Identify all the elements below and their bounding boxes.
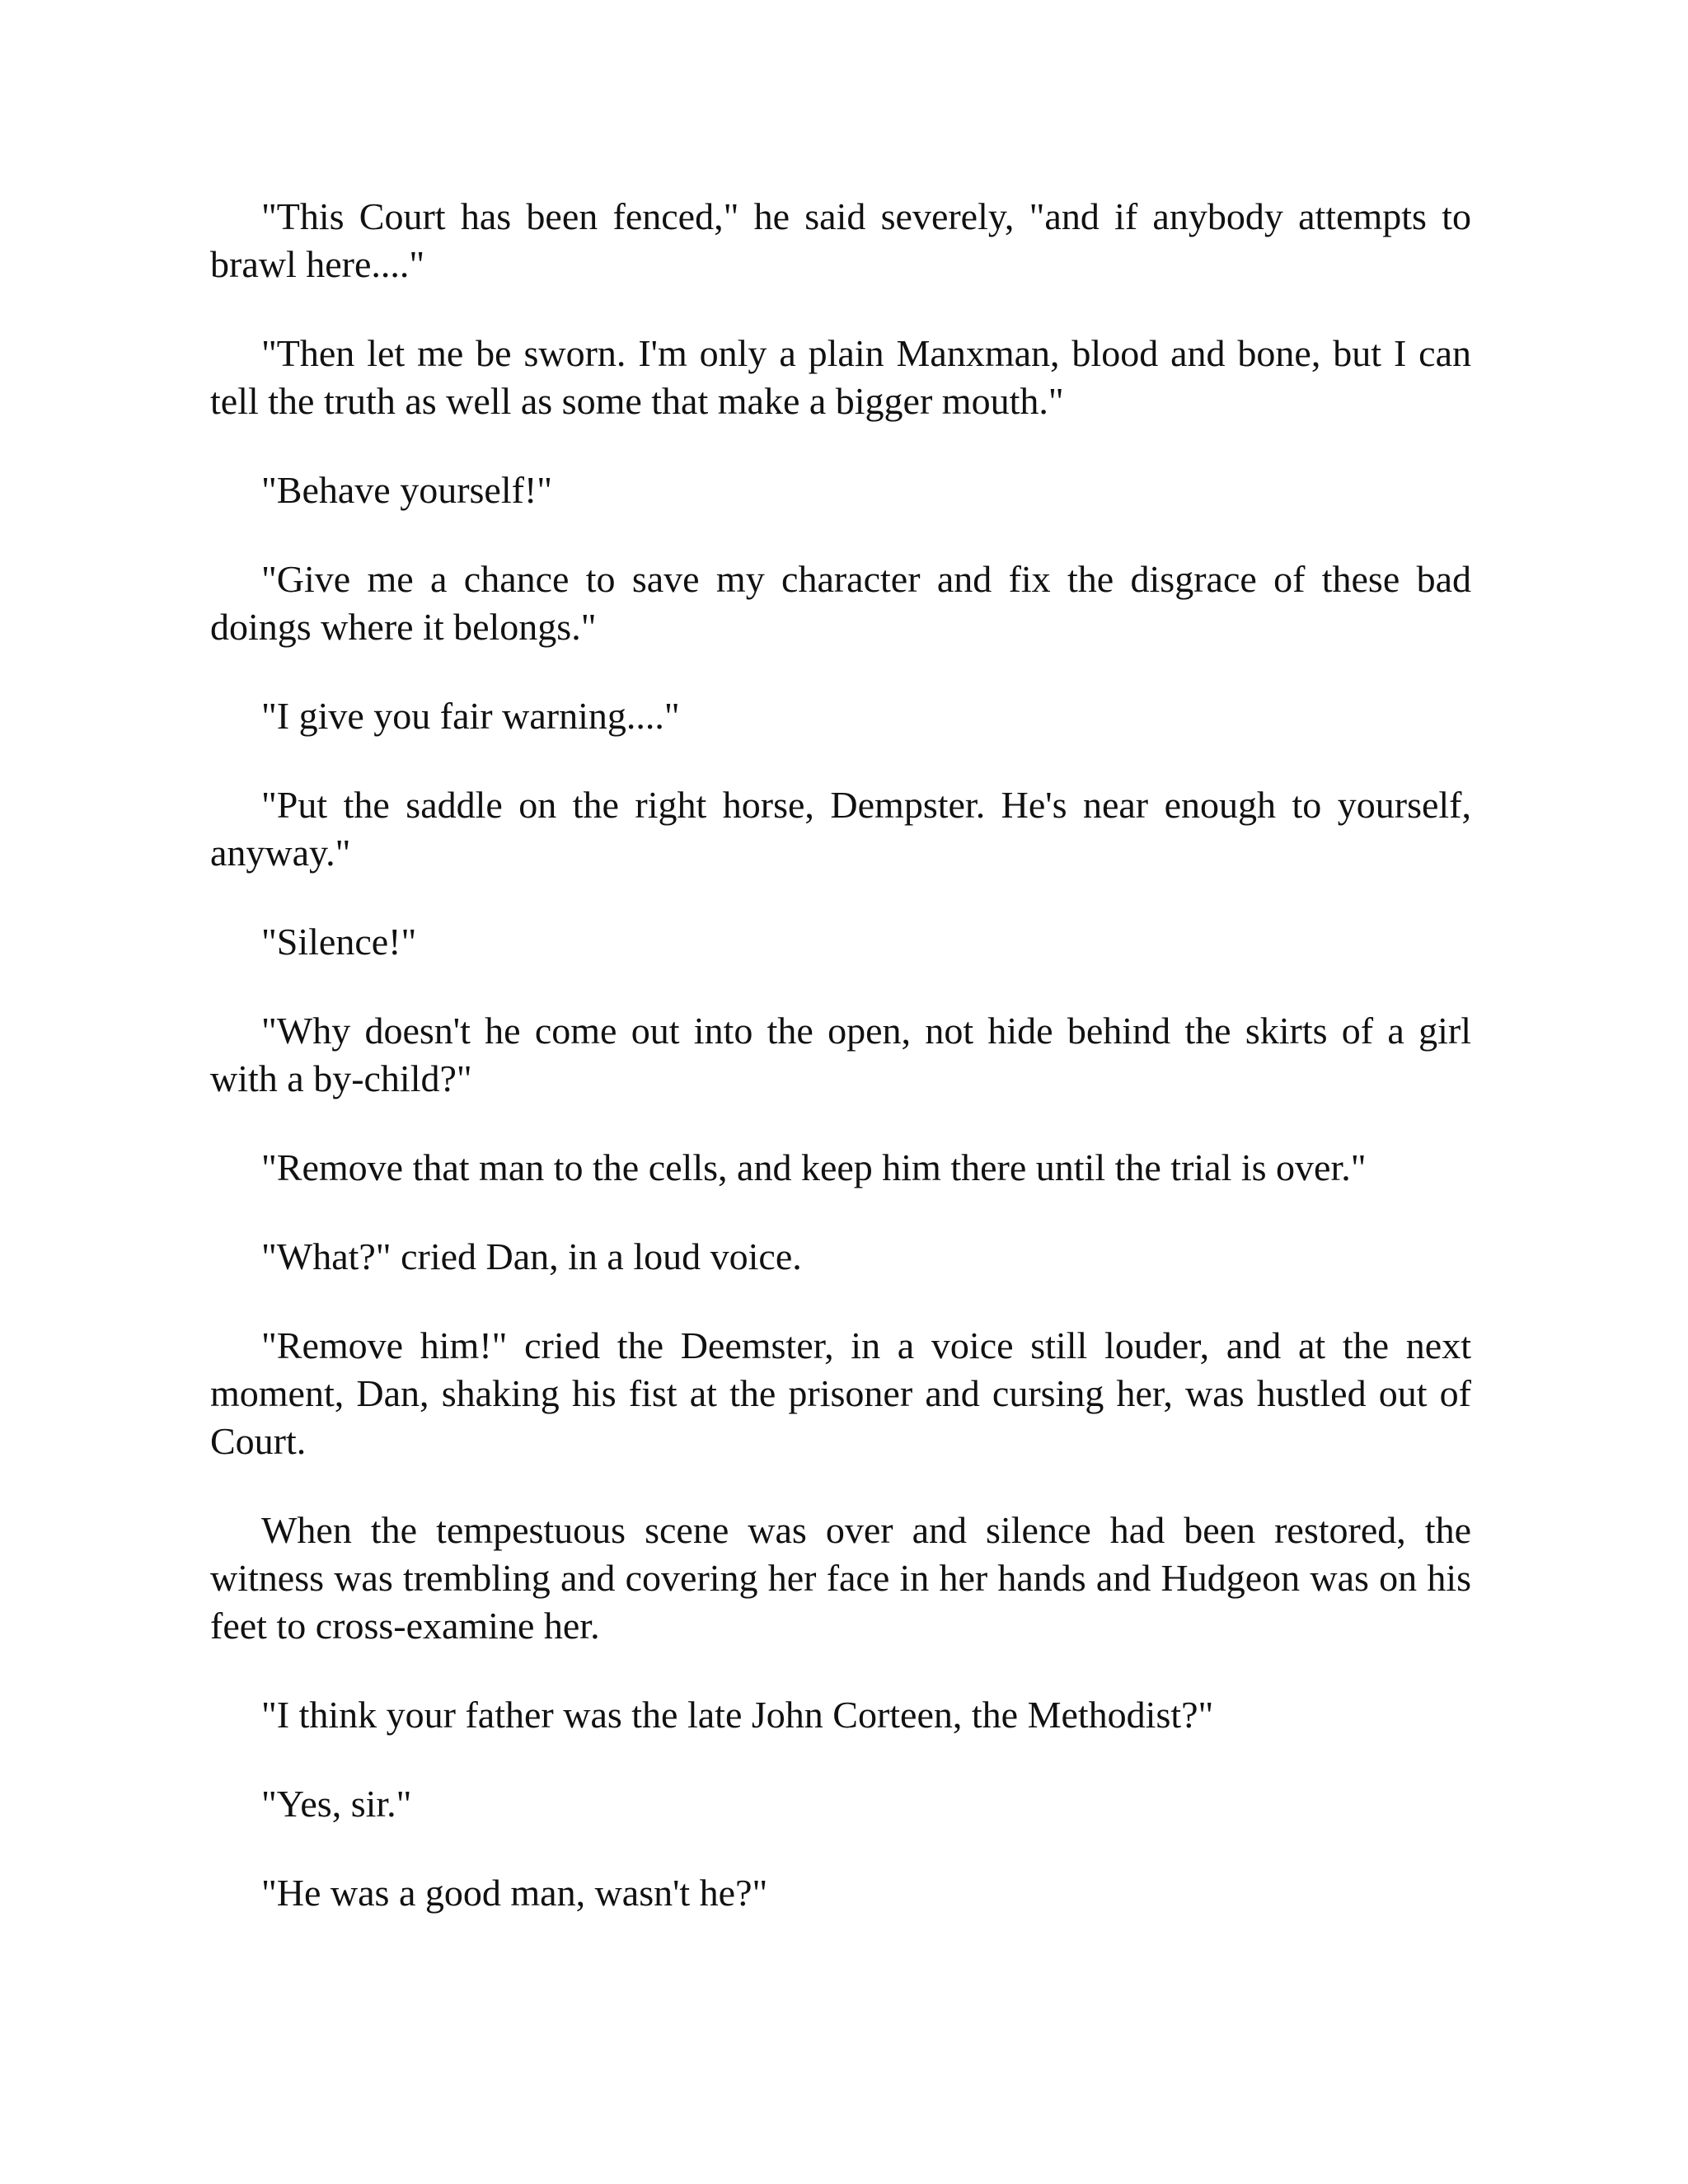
paragraph: "I give you fair warning...." <box>261 695 680 737</box>
document-page <box>210 193 1471 1958</box>
paragraph: "Silence!" <box>261 921 417 963</box>
paragraph: "He was a good man, wasn't he?" <box>261 1872 768 1914</box>
paragraph: When the tempestuous scene was over and silence had been restored, the witness was trembling and covering her face in her hands and Hudgeon was on his feet to cross-examine her. <box>210 1509 1471 1647</box>
paragraph: "Behave yourself!" <box>261 469 553 511</box>
paragraph: "What?" cried Dan, in a loud voice. <box>261 1235 802 1277</box>
paragraph: "Give me a chance to save my character and fix the disgrace of these bad doings where it belongs." <box>210 558 1471 648</box>
paragraph: "This Court has been fenced," he said severely, "and if anybody attempts to brawl here...." <box>210 195 1471 285</box>
paragraph: "Put the saddle on the right horse, Dempster. He's near enough to yourself, anyway." <box>210 784 1471 874</box>
paragraph: "Remove him!" cried the Deemster, in a voice still louder, and at the next moment, Dan, shaking his fist at the prisoner and cursing her, was hustled out of Court. <box>210 1324 1471 1462</box>
paragraph: "Yes, sir." <box>261 1783 412 1825</box>
paragraph: "Remove that man to the cells, and keep him there until the trial is over." <box>261 1146 1367 1188</box>
paragraph: "Why doesn't he come out into the open, not hide behind the skirts of a girl with a by-child?" <box>210 1010 1471 1099</box>
paragraph: "I think your father was the late John Corteen, the Methodist?" <box>261 1694 1214 1736</box>
paragraph: "Then let me be sworn. I'm only a plain Manxman, blood and bone, but I can tell the truth as well as some that make a bigger mouth." <box>210 332 1471 422</box>
